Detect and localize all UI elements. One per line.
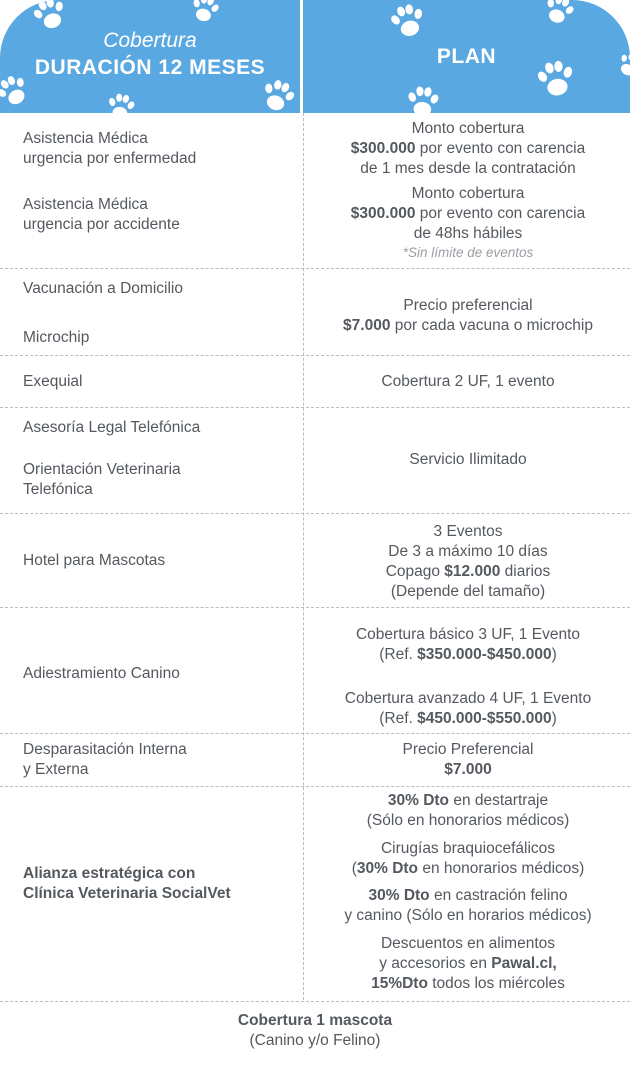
plan-detail-text: ) [551, 646, 557, 663]
discount-value: 30% Dto [356, 860, 419, 877]
plan-discount-dental [306, 791, 630, 831]
plan-detail-text: en destartraje [449, 792, 549, 809]
plan-discount-surgery [306, 839, 630, 879]
footer-coverage-title: Cobertura 1 mascota [237, 1012, 393, 1029]
discount-value: 30% Dto [368, 887, 430, 904]
plan-detail-accident [306, 184, 630, 261]
plan-detail-line [306, 954, 630, 974]
amount-value: $7.000 [343, 317, 391, 334]
column-divider [303, 113, 304, 1000]
unlimited-events-note: *Sin límite de eventos [402, 245, 534, 260]
plan-detail-text: todos los miércoles [427, 975, 565, 992]
plan-detail-line: Cobertura básico 3 UF, 1 Evento [355, 626, 580, 643]
plan-detail-line [306, 791, 630, 811]
plan-detail-text: (Ref. [379, 710, 418, 727]
row-divider [0, 513, 630, 514]
header-plan-label: PLAN [436, 45, 497, 68]
header-duration-label: DURACIÓN 12 MESES [34, 56, 266, 79]
plan-detail-funeral: Cobertura 2 UF, 1 evento [381, 373, 555, 390]
plan-detail-deworming [306, 740, 630, 780]
benefit-label-line: y Externa [23, 761, 89, 778]
row-divider [0, 1001, 630, 1002]
store-name: Pawal.cl, [491, 955, 557, 972]
benefit-label-hotel: Hotel para Mascotas [23, 552, 166, 569]
plan-detail-line: de 1 mes desde la contratación [360, 160, 576, 177]
coverage-footer [0, 1011, 630, 1051]
benefit-label-line: urgencia por enfermedad [23, 150, 197, 167]
plan-detail-text: en honorarios médicos) [418, 860, 585, 877]
paw-print-icon [101, 87, 140, 113]
amount-value: $300.000 [350, 205, 416, 222]
plan-detail-line [306, 709, 630, 729]
plan-detail-text: y accesorios en [379, 955, 492, 972]
plan-detail-text: diarios [500, 563, 551, 580]
amount-value: $300.000 [350, 140, 416, 157]
benefit-label-accident [23, 195, 293, 235]
plan-detail-line: Descuentos en alimentos [380, 935, 556, 952]
benefit-label-line: Alianza estratégica con [23, 865, 196, 882]
row-divider [0, 407, 630, 408]
benefit-label-line: Asistencia Médica [23, 196, 148, 213]
footer-coverage-species: (Canino y/o Felino) [249, 1032, 381, 1049]
benefit-label-microchip: Microchip [23, 329, 90, 346]
plan-detail-text: Copago [385, 563, 445, 580]
plan-detail-line: Precio preferencial [403, 297, 533, 314]
paw-print-icon [536, 0, 582, 33]
row-divider [0, 355, 630, 356]
plan-discount-castration [306, 886, 630, 926]
benefit-label-vaccination: Vacunación a Domicilio [23, 280, 183, 297]
plan-detail-line [306, 204, 630, 224]
plan-detail-line: (Depende del tamaño) [390, 583, 546, 600]
benefit-label-line: Telefónica [23, 481, 93, 498]
plan-detail-line: de 48hs hábiles [413, 225, 523, 242]
amount-value: $7.000 [444, 761, 492, 778]
plan-detail-text: ) [551, 710, 557, 727]
paw-print-icon [401, 80, 444, 113]
benefit-label-legal: Asesoría Legal Telefónica [23, 419, 201, 436]
plan-detail-line: 3 Eventos [433, 523, 503, 540]
plan-detail-line [306, 886, 630, 906]
plan-detail-text: en castración felino [429, 887, 568, 904]
plan-detail-line [306, 562, 630, 582]
amount-value: $450.000-$550.000 [417, 710, 552, 727]
plan-detail-line [306, 974, 630, 994]
paw-print-icon [382, 0, 433, 47]
paw-print-icon [184, 0, 226, 30]
header-coverage-label: Cobertura [103, 29, 197, 52]
plan-detail-line [306, 645, 630, 665]
plan-detail-text: ( [351, 860, 357, 877]
discount-value: 15%Dto [371, 975, 428, 992]
row-divider [0, 733, 630, 734]
plan-detail-line: Cirugías braquiocefálicos [380, 840, 556, 857]
plan-detail-line: Monto cobertura [411, 185, 525, 202]
plan-detail-hotel [306, 522, 630, 602]
amount-value: $350.000-$450.000 [417, 646, 552, 663]
plan-detail-text: por evento con carencia [415, 205, 586, 222]
plan-detail-vaccination [306, 296, 630, 336]
benefit-label-deworming [23, 740, 293, 780]
plan-detail-line: Precio Preferencial [402, 741, 534, 758]
plan-detail-line: Monto cobertura [411, 120, 525, 137]
plan-detail-text: por cada vacuna o microchip [390, 317, 593, 334]
plan-detail-training-basic [306, 625, 630, 665]
discount-value: 30% Dto [387, 792, 450, 809]
plan-detail-unlimited-service: Servicio Ilimitado [409, 451, 527, 468]
benefit-label-illness [23, 129, 293, 169]
benefit-label-line: Orientación Veterinaria [23, 461, 181, 478]
benefit-label-line: Clínica Veterinaria SocialVet [23, 885, 231, 902]
benefit-label-alliance [23, 864, 293, 904]
plan-detail-illness [306, 119, 630, 179]
table-header [0, 0, 630, 113]
plan-detail-line: y canino (Sólo en horarios médicos) [344, 907, 592, 924]
plan-detail-line [306, 316, 630, 336]
header-coverage-cell [0, 0, 300, 113]
plan-detail-text: por evento con carencia [415, 140, 586, 157]
row-divider [0, 607, 630, 608]
benefit-label-line: Desparasitación Interna [23, 741, 187, 758]
plan-detail-line [306, 139, 630, 159]
plan-detail-line: De 3 a máximo 10 días [388, 543, 548, 560]
row-divider [0, 786, 630, 787]
benefit-label-line: Asistencia Médica [23, 130, 148, 147]
benefit-label-funeral: Exequial [23, 373, 83, 390]
plan-detail-training-advanced [306, 689, 630, 729]
benefit-label-line: urgencia por accidente [23, 216, 180, 233]
benefit-label-training: Adiestramiento Canino [23, 665, 180, 682]
row-divider [0, 268, 630, 269]
plan-detail-line: Cobertura avanzado 4 UF, 1 Evento [344, 690, 592, 707]
amount-value: $12.000 [444, 563, 501, 580]
header-plan-cell [303, 0, 630, 113]
plan-discount-food [306, 934, 630, 994]
plan-detail-line: (Sólo en honorarios médicos) [366, 812, 570, 829]
benefit-label-vet-orientation [23, 460, 293, 500]
plan-detail-text: (Ref. [379, 646, 418, 663]
plan-detail-line [306, 859, 630, 879]
